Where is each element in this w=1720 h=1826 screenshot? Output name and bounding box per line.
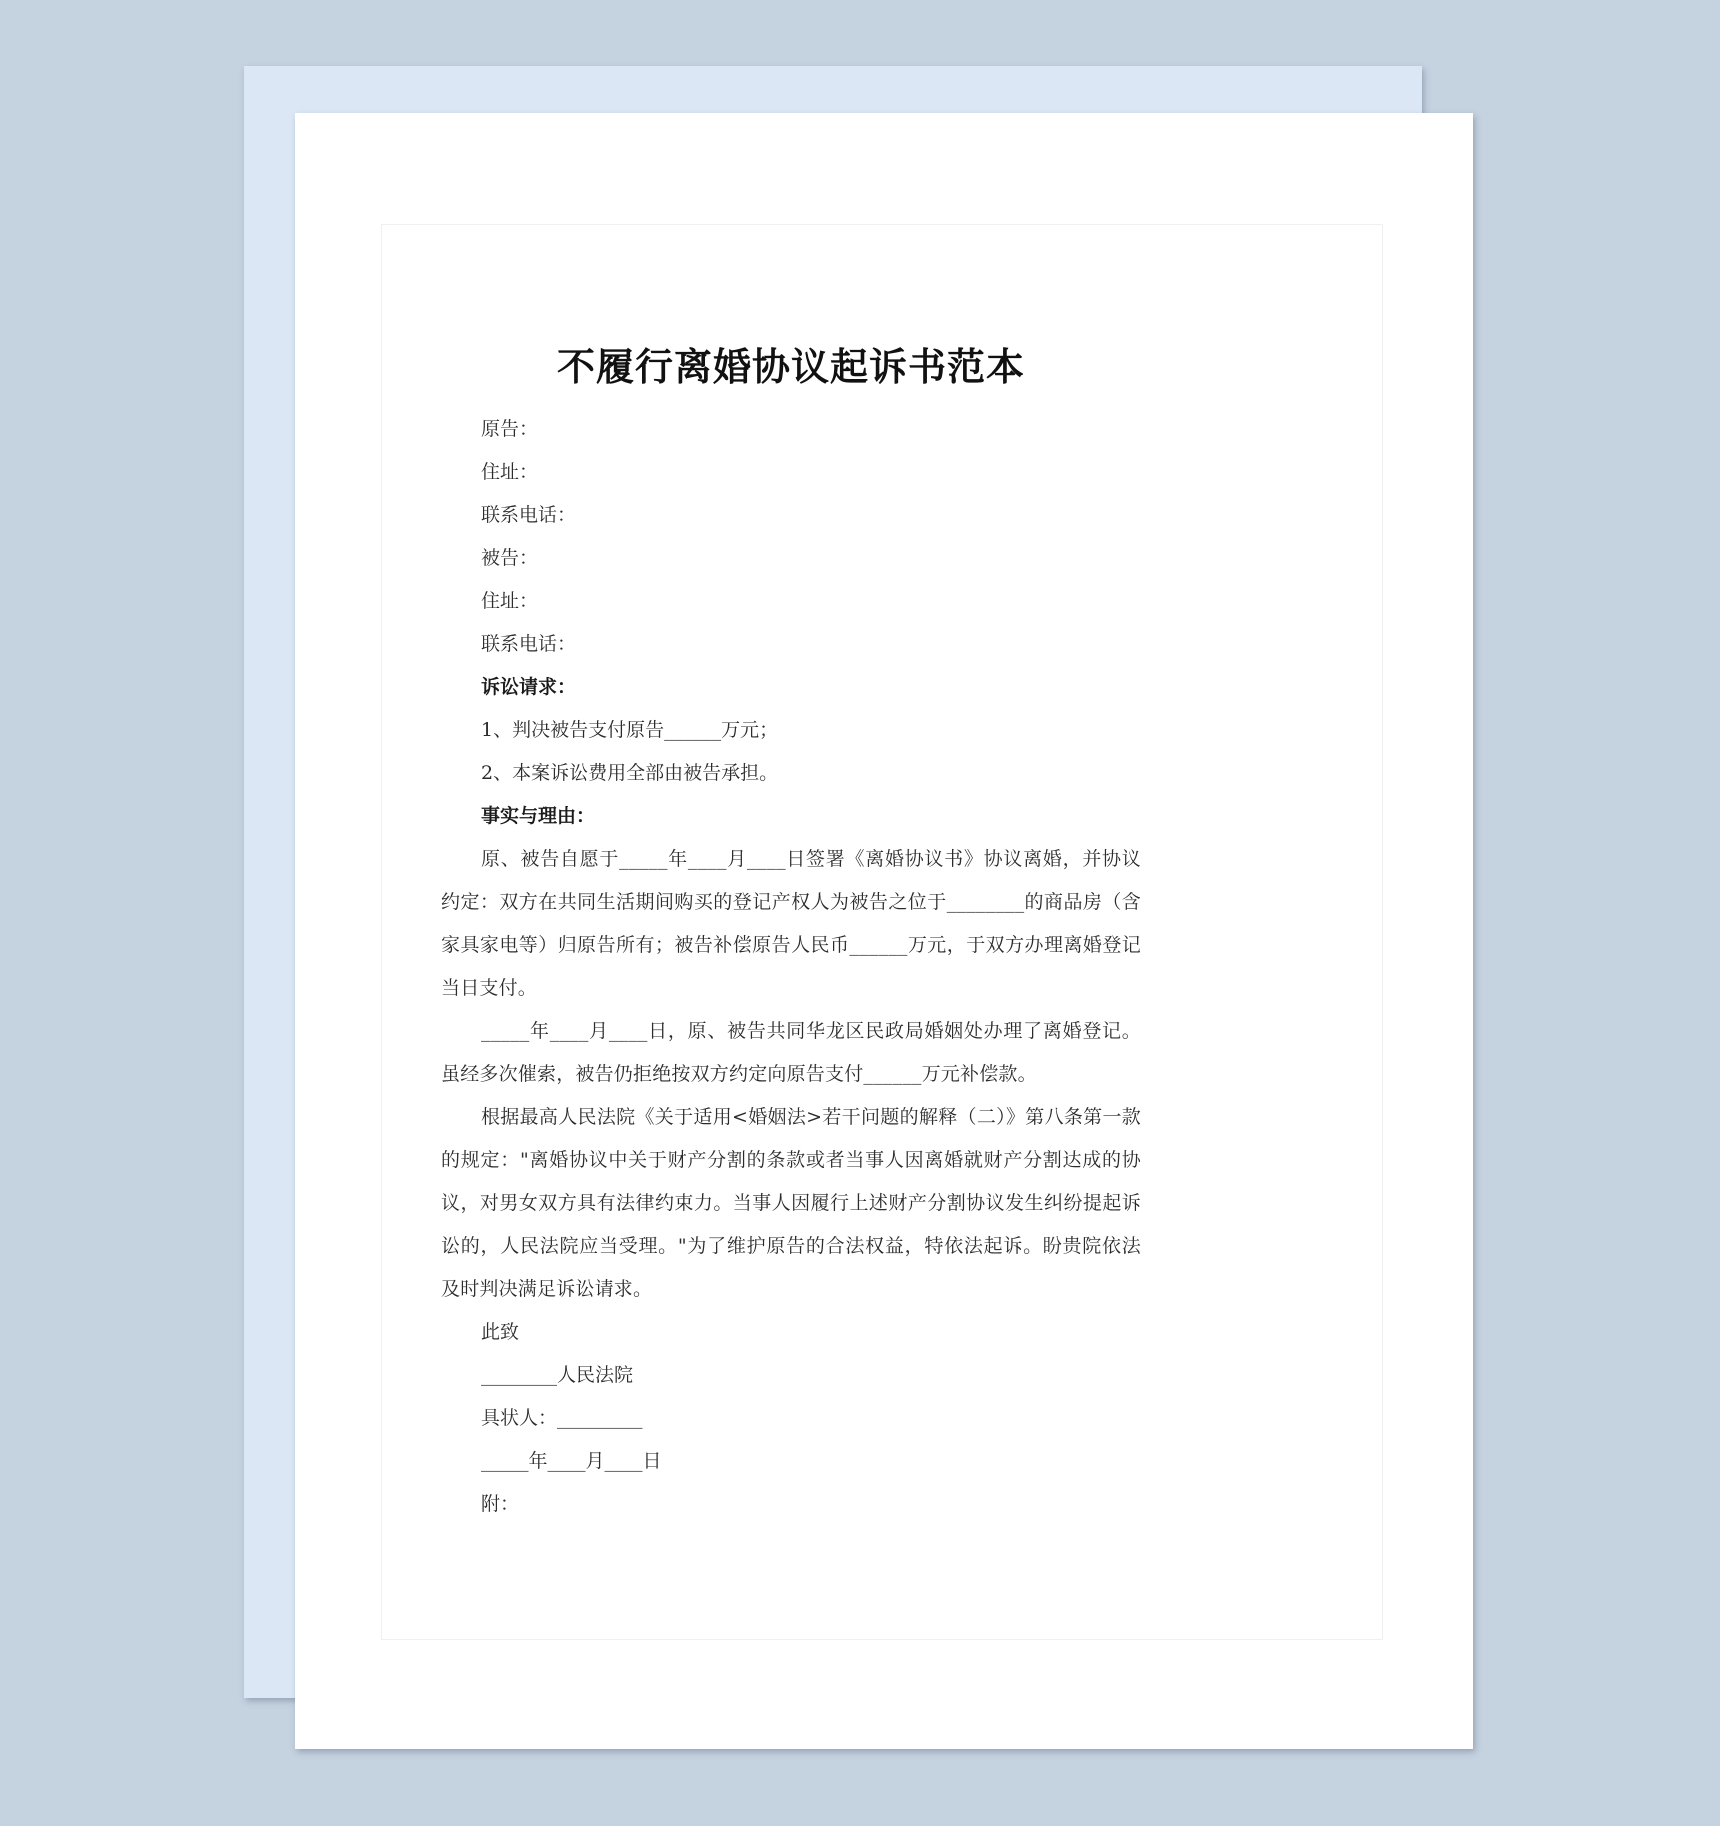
claim-item-1: 1、判决被告支付原告______万元； (481, 719, 779, 741)
court-name: ________人民法院 (481, 1364, 634, 1386)
plaintiff-label: 原告： (481, 418, 539, 440)
facts-paragraph-1: 原、被告自愿于_____年____月____日签署《离婚协议书》协议离婚，并协议约定：双方在共同生活期间购买的登记产权人为被告之位于________的商品房（含家具家电等）归原告所有；被告补偿原告人民币______万元，于双方办理离婚登记当日支付。 (441, 848, 1141, 999)
closing-salutation: 此致 (481, 1321, 520, 1343)
legal-basis-paragraph: 根据最高人民法院《关于适用<婚姻法>若干问题的解释（二）》第八条第一款的规定："离婚协议中关于财产分割的条款或者当事人因离婚就财产分割达成的协议，对男女双方具有法律约束力。当事人因履行上述财产分割协议发生纠纷提起诉讼的，人民法院应当受理。"为了维护原告的合法权益，特依法起诉。盼贵院依法及时判决满足诉讼请求。 (441, 1106, 1141, 1300)
defendant-phone-label: 联系电话： (481, 633, 577, 655)
attachment-label: 附： (481, 1493, 520, 1515)
facts-heading: 事实与理由： (481, 805, 596, 827)
plaintiff-phone-label: 联系电话： (481, 504, 577, 526)
signer-line: 具状人：_________ (481, 1407, 643, 1429)
plaintiff-address-label: 住址： (481, 461, 539, 483)
defendant-label: 被告： (481, 547, 539, 569)
date-line: _____年____月____日 (481, 1450, 662, 1472)
facts-paragraph-2: _____年____月____日，原、被告共同华龙区民政局婚姻处办理了离婚登记。虽经多次催索，被告仍拒绝按双方约定向原告支付______万元补偿款。 (441, 1020, 1141, 1085)
defendant-address-label: 住址： (481, 590, 539, 612)
claims-heading: 诉讼请求： (481, 676, 577, 698)
document-title: 不履行离婚协议起诉书范本 (556, 344, 1025, 389)
document-page (295, 113, 1473, 1749)
claim-item-2: 2、本案诉讼费用全部由被告承担。 (481, 762, 779, 784)
document-body (441, 344, 1141, 1526)
